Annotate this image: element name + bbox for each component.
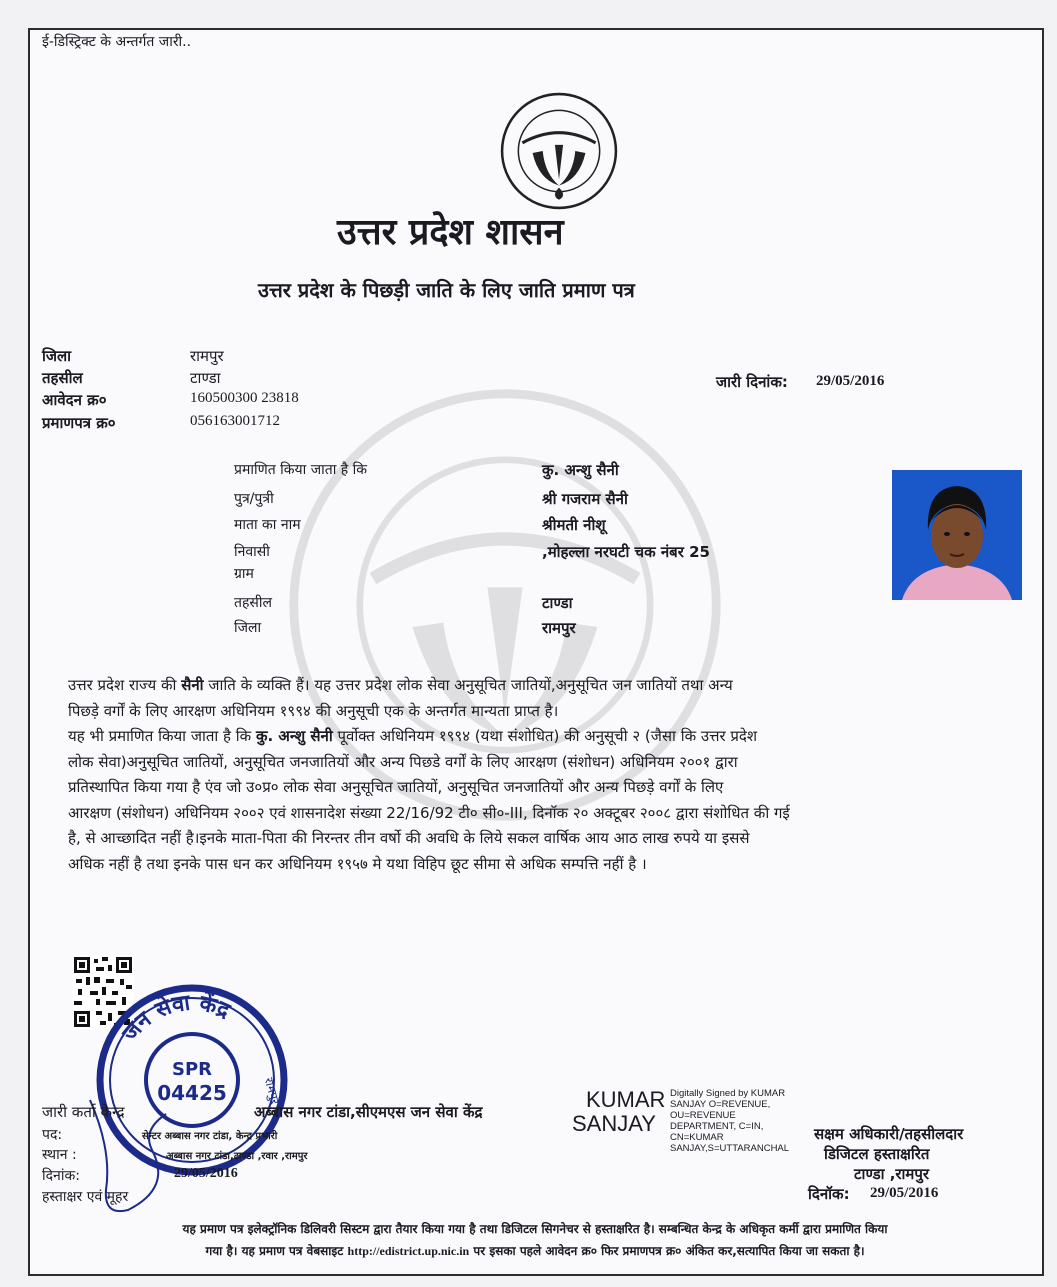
caste-name: सैनी xyxy=(181,676,204,694)
post-label: पद: xyxy=(42,1127,63,1143)
signature-detail-line: SANJAY O=REVENUE, xyxy=(670,1099,771,1110)
digital-signer-name xyxy=(572,1088,665,1136)
authority-signature: डिजिटल हस्ताक्षरित xyxy=(824,1145,930,1163)
detail-value-tehsil: टाण्डा xyxy=(542,594,573,612)
authority-title: सक्षम अधिकारी/तहसीलदार xyxy=(814,1125,964,1143)
stamp-number: 04425 xyxy=(157,1081,227,1105)
footer-text: पर इसका पहले आवेदन क्र० फिर प्रमाणपत्र क्र० अंकित कर,सत्यापित किया जा सकता है। xyxy=(473,1244,865,1258)
detail-label: प्रमाणित किया जाता है कि xyxy=(234,462,368,478)
detail-label: तहसील xyxy=(234,595,272,611)
place-value: अब्बास नगर टांडा,टाण्डा ,रवार ,रामपुर xyxy=(166,1151,308,1162)
post-value: सेन्टर अब्बास नगर टांडा, केन्द्र प्रभारी xyxy=(142,1131,278,1142)
p2-text: यह भी प्रमाणित किया जाता है कि xyxy=(68,727,252,745)
detail-value-father: श्री गजराम सैनी xyxy=(542,490,628,508)
signature-detail-line: SANJAY,S=UTTARANCHAL xyxy=(670,1143,790,1154)
p2-line: है, से आच्छादित नहीं है।इनके माता-पिता की निरन्तर तीन वर्षो की अवधि के लिये सकल वार्षिक आय आठ लाख रुपये या इससे xyxy=(68,829,750,847)
issued-by-value: अब्बास नगर टांडा,सीएमएस जन सेवा केंद्र xyxy=(254,1103,483,1121)
certificate-page xyxy=(28,28,1044,1276)
place-label: स्थान : xyxy=(42,1147,77,1163)
emblem-seal xyxy=(498,90,620,212)
detail-label: ग्राम xyxy=(234,566,254,582)
footer-text: गया है। यह प्रमाण पत्र वेबसाइट xyxy=(205,1244,344,1258)
caste-paragraph xyxy=(68,673,1018,877)
date-label: दिनांक: xyxy=(42,1168,80,1184)
application-value: 160500300 23818 xyxy=(190,390,299,406)
stamp-side-text: रामपुर xyxy=(261,1076,283,1106)
p1-text: जाति के व्यक्ति हैं। यह उत्तर प्रदेश लोक सेवा अनुसूचित जातियों,अनुसूचित जन जातियों तथा अन्य xyxy=(208,676,733,694)
government-title: उत्तर प्रदेश शासन xyxy=(337,212,564,253)
issue-date-value: 29/05/2016 xyxy=(816,373,885,389)
tehsil-value: टाण्डा xyxy=(190,369,221,387)
p2-line: आरक्षण (संशोधन) अधिनियम २००२ एवं शासनादेश संख्या 22/16/92 टी० सी०-III, दिनॉक २० अक्टूबर २००८ द्वारा संशोधित की गई xyxy=(68,803,790,822)
signature-detail-line: DEPARTMENT, C=IN, xyxy=(670,1121,764,1132)
detail-value-mother: श्रीमती नीशू xyxy=(542,516,606,534)
sign-label: हस्ताक्षर एवं मूहर xyxy=(42,1189,129,1205)
stamp-code: SPR xyxy=(171,1059,213,1080)
detail-value-district: रामपुर xyxy=(542,619,576,637)
district-label: जिला xyxy=(42,347,72,365)
certificate-title: उत्तर प्रदेश के पिछड़ी जाति के लिए जाति प्रमाण पत्र xyxy=(258,278,635,302)
footer-line: यह प्रमाण पत्र इलेक्ट्रॉनिक डिलिवरी सिस्टम द्वारा तैयार किया गया है तथा डिजिटल सिगनेचर से हस्ताक्षरित है। सम्बन्धित केन्द्र के अधिकृत कर्मी द्वारा प्रमाणित किया xyxy=(182,1222,888,1236)
p2-text: पूर्वोक्त अधिनियम १९९४ (यथा संशोधित) की अनुसूची २ (जैसा कि उत्तर प्रदेश xyxy=(337,727,758,745)
signature-detail-line: Digitally Signed by KUMAR xyxy=(670,1088,786,1099)
candidate-name: कु. अन्शु सैनी xyxy=(255,727,333,745)
applicant-photo xyxy=(892,470,1022,600)
detail-label: निवासी xyxy=(234,544,270,560)
footer-note xyxy=(40,1218,1030,1262)
authority-date-label: दिनॉक: xyxy=(808,1185,850,1203)
district-value: रामपुर xyxy=(190,347,224,365)
p1-text: उत्तर प्रदेश राज्य की xyxy=(68,676,177,694)
detail-label: जिला xyxy=(234,620,262,636)
issued-by-label: जारी कर्ता केन्द्र xyxy=(42,1103,125,1121)
signer-name-line: SANJAY xyxy=(572,1111,656,1136)
application-label: आवेदन क्र० xyxy=(42,391,107,409)
date-value: 29/05/2016 xyxy=(174,1166,238,1181)
authority-place: टाण्डा ,रामपुर xyxy=(854,1165,930,1183)
p2-line: लोक सेवा)अनुसूचित जातियों, अनुसूचित जनजातियों और अन्य पिछडे वर्गों के लिए आरक्षण (संशोधन) अधिनियम २००१ द्वारा xyxy=(68,752,738,771)
certificate-no-value: 056163001712 xyxy=(190,413,280,429)
p1-line: पिछड़े वर्गों के लिए आरक्षण अधिनियम १९९४ की अनुसूची एक के अन्तर्गत मान्यता प्राप्त है। xyxy=(68,701,559,720)
certificate-no-label: प्रमाणपत्र क्र० xyxy=(42,414,116,432)
issue-date-label: जारी दिनांक: xyxy=(716,373,788,391)
p2-line: प्रतिस्थापित किया गया है एंव जो उ०प्र० लोक सेवा अनुसूचित जातियों, अनुसूचित जनजातियों और अन्य पिछड़े वर्गों के लिए xyxy=(68,778,724,796)
tehsil-label: तहसील xyxy=(42,369,83,387)
p2-line: अधिक नहीं है तथा इनके पास धन कर अधिनियम १९५७ मे यथा विहिप छूट सीमा से अधिक सम्पत्ति नहीं है । xyxy=(68,854,647,873)
stamp-top-text: जन सेवा केंद्र xyxy=(117,990,234,1046)
detail-value-residence: ,मोहल्ला नरघटी चक नंबर 25 xyxy=(542,543,710,561)
verification-url[interactable]: http://edistrict.up.nic.in xyxy=(347,1244,470,1258)
signer-name-line: KUMAR xyxy=(586,1087,666,1112)
digital-signature-details xyxy=(670,1088,789,1154)
signature-detail-line: CN=KUMAR xyxy=(670,1132,724,1143)
detail-label: माता का नाम xyxy=(234,517,301,533)
detail-value-name: कु. अन्शु सैनी xyxy=(542,461,619,479)
detail-label: पुत्र/पुत्री xyxy=(234,491,274,507)
signature-detail-line: OU=REVENUE xyxy=(670,1110,736,1121)
authority-date-value: 29/05/2016 xyxy=(870,1185,939,1201)
issued-under-note: ई-डिस्ट्रिक्ट के अन्तर्गत जारी.. xyxy=(42,34,192,50)
